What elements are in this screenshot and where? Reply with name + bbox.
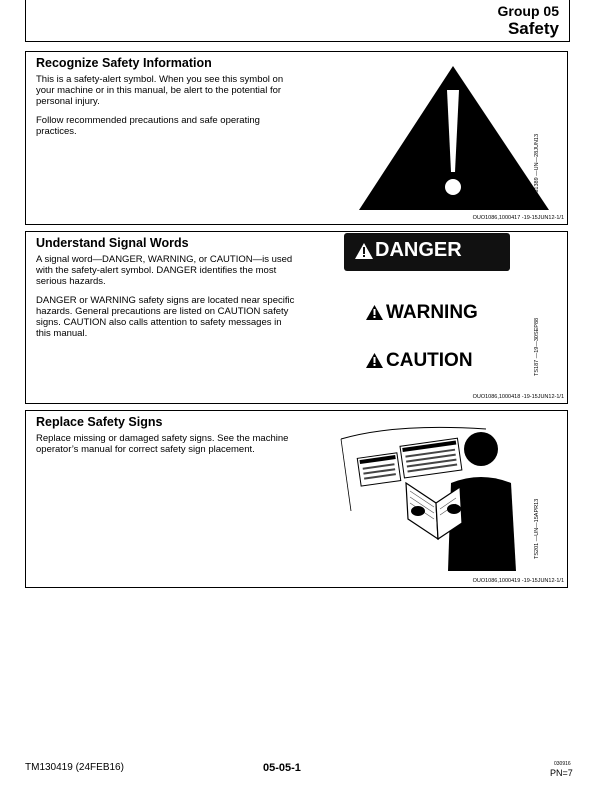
- alert-triangle-icon: [355, 243, 373, 259]
- print-date: 030916: [554, 761, 571, 767]
- document-id: TM130419 (24FEB16): [25, 762, 124, 773]
- section-recognize-safety: [25, 51, 568, 225]
- section-body: [36, 433, 298, 463]
- section-title: Replace Safety Signs: [36, 415, 163, 429]
- warning-label: WARNING: [386, 302, 478, 323]
- alert-triangle-icon: [366, 305, 383, 320]
- image-code: T81389 —UN—28JUN13: [534, 133, 540, 196]
- paragraph: Follow recommended precautions and safe operating practices.: [36, 115, 260, 137]
- image-code: TS201 —UN—15APR13: [534, 498, 540, 559]
- page-number: 05-05-1: [263, 762, 301, 774]
- section-signal-words: [25, 231, 568, 404]
- section-body: [36, 254, 298, 347]
- paragraph: This is a safety-alert symbol. When you see this symbol on your machine or in this manual, be alert to the potential for personal injury.: [36, 74, 284, 107]
- danger-label: DANGER: [375, 239, 462, 261]
- caution-label: CAUTION: [386, 350, 473, 371]
- section-title: Recognize Safety Information: [36, 56, 212, 70]
- operator-reading-manual-illustration: [336, 421, 536, 571]
- reference-code: OUO1086,1000417 -19-15JUN12-1/1: [472, 215, 564, 221]
- reference-code: OUO1086,1000419 -19-15JUN12-1/1: [472, 578, 564, 584]
- pn-number: PN=7: [550, 768, 573, 778]
- paragraph: A signal word—DANGER, WARNING, or CAUTION—is used with the safety-alert symbol. DANGER identifies the most serious hazards.: [36, 254, 293, 287]
- header-box: [25, 0, 570, 42]
- section-title: Understand Signal Words: [36, 236, 189, 250]
- paragraph: Replace missing or damaged safety signs. See the machine operator’s manual for correct safety sign placement.: [36, 433, 289, 455]
- alert-triangle-icon: [366, 353, 383, 368]
- page-title: Safety: [507, 19, 559, 38]
- group-label: Group 05: [497, 3, 559, 19]
- danger-sign: [344, 233, 510, 271]
- reference-code: OUO1086,1000418 -19-15JUN12-1/1: [472, 394, 564, 400]
- safety-alert-triangle-icon: [356, 64, 551, 214]
- paragraph: DANGER or WARNING safety signs are located near specific hazards. General precautions are listed on CAUTION safety signs. CAUTION also calls attention to safety messages in this manual.: [36, 295, 295, 339]
- image-code: TS187 —19—30SEP88: [534, 317, 540, 376]
- section-body: [36, 74, 298, 145]
- section-replace-signs: [25, 410, 568, 588]
